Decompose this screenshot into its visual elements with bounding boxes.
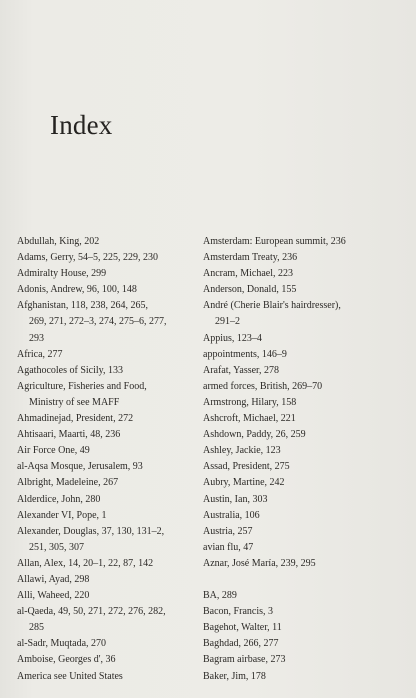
index-entry	[203, 234, 403, 250]
index-entry-line: 285	[29, 622, 44, 634]
index-entry	[203, 411, 403, 427]
index-entry	[17, 266, 199, 282]
index-entry-line: Anderson, Donald, 155	[203, 284, 297, 296]
index-entry	[17, 298, 199, 346]
index-entry	[203, 508, 403, 524]
index-entry	[203, 379, 403, 395]
index-entry	[203, 459, 403, 475]
index-entry	[17, 443, 199, 459]
index-entry-line: Bagram airbase, 273	[203, 654, 286, 666]
index-entry-line: al-Sadr, Muqtada, 270	[17, 638, 107, 650]
index-entry-line: avian flu, 47	[203, 541, 254, 553]
index-entry-line: André (Cherie Blair's hairdresser),	[203, 300, 341, 312]
index-entry	[203, 443, 403, 459]
index-entry-line: Aubry, Martine, 242	[203, 477, 285, 489]
letter-section-gap	[203, 572, 403, 588]
index-entry-line: Afghanistan, 118, 238, 264, 265,	[17, 300, 149, 312]
index-entry-line: Alexander VI, Pope, 1	[17, 509, 107, 521]
index-entry	[203, 427, 403, 443]
index-entry-line: Allan, Alex, 14, 20–1, 22, 87, 142	[17, 557, 154, 569]
index-entry	[17, 524, 199, 556]
index-entry-line: Amboise, Georges d', 36	[17, 654, 116, 666]
index-entry-line: Austria, 257	[203, 525, 253, 537]
index-entry	[17, 652, 199, 668]
index-entry	[203, 524, 403, 540]
index-entry-line: Ahmadinejad, President, 272	[17, 413, 134, 425]
index-entry	[17, 459, 199, 475]
index-entry-line: appointments, 146–9	[203, 348, 287, 360]
page-title: Index	[50, 110, 113, 141]
index-entry-line: armed forces, British, 269–70	[203, 380, 323, 392]
index-entry-line: al-Qaeda, 49, 50, 271, 272, 276, 282,	[17, 606, 166, 618]
index-entry-line: Alexander, Douglas, 37, 130, 131–2,	[17, 525, 165, 537]
index-entry	[17, 411, 199, 427]
index-entry	[17, 492, 199, 508]
index-entry	[17, 556, 199, 572]
index-entry	[17, 363, 199, 379]
index-entry-line: 291–2	[215, 316, 240, 328]
index-entry-line: Adonis, Andrew, 96, 100, 148	[17, 284, 137, 296]
index-entry-line: Baker, Jim, 178	[203, 670, 266, 682]
index-entry-line: 293	[29, 332, 44, 344]
index-entry-line: Amsterdam Treaty, 236	[203, 252, 298, 264]
index-entry	[203, 250, 403, 266]
index-entry-line: al-Aqsa Mosque, Jerusalem, 93	[17, 461, 143, 473]
index-entry	[17, 379, 199, 411]
index-entry	[203, 298, 403, 330]
index-entry-line: Agriculture, Fisheries and Food,	[17, 380, 147, 392]
index-entry	[203, 540, 403, 556]
index-entry	[203, 556, 403, 572]
index-entry-line: Ministry of see MAFF	[29, 396, 120, 408]
index-entry	[203, 669, 403, 685]
index-entry-line: Australia, 106	[203, 509, 260, 521]
index-entry	[17, 636, 199, 652]
index-entry	[17, 347, 199, 363]
index-column-right	[203, 234, 403, 685]
index-entry-line: Aznar, José María, 239, 295	[203, 557, 316, 569]
index-entry-line: Ahtisaari, Maarti, 48, 236	[17, 429, 121, 441]
index-entry-line: 269, 271, 272–3, 274, 275–6, 277,	[29, 316, 167, 328]
index-entry-line: Agathocoles of Sicily, 133	[17, 364, 124, 376]
index-entry-line: Bagehot, Walter, 11	[203, 622, 282, 634]
index-entry	[203, 347, 403, 363]
index-entry-line: Albright, Madeleine, 267	[17, 477, 119, 489]
index-entry-line: Ashley, Jackie, 123	[203, 445, 281, 457]
index-entry	[203, 331, 403, 347]
index-entry	[203, 282, 403, 298]
index-entry-line: America see United States	[17, 670, 123, 682]
index-entry	[203, 620, 403, 636]
index-entry-line: Austin, Ian, 303	[203, 493, 268, 505]
index-entry-line: Amsterdam: European summit, 236	[203, 236, 346, 247]
index-entry	[17, 588, 199, 604]
index-entry-line: Ashdown, Paddy, 26, 259	[203, 429, 306, 441]
index-entry	[17, 604, 199, 636]
index-entry-line: 251, 305, 307	[29, 541, 84, 553]
index-entry-line: Abdullah, King, 202	[17, 236, 100, 247]
index-entry-line: Assad, President, 275	[203, 461, 290, 473]
index-entry	[203, 588, 403, 604]
index-entry-line: Bacon, Francis, 3	[203, 606, 273, 618]
index-entry	[203, 636, 403, 652]
index-entry	[17, 508, 199, 524]
index-entry	[203, 395, 403, 411]
index-entry	[17, 282, 199, 298]
index-entry-line: Alderdice, John, 280	[17, 493, 101, 505]
index-entry-line: Allawi, Ayad, 298	[17, 573, 90, 585]
index-entry	[203, 266, 403, 282]
index-entry	[203, 475, 403, 491]
index-entry-line: Arafat, Yasser, 278	[203, 364, 279, 376]
index-entry-line: Armstrong, Hilary, 158	[203, 396, 297, 408]
index-entry-line: Admiralty House, 299	[17, 268, 107, 280]
index-entry-line: Ashcroft, Michael, 221	[203, 413, 296, 425]
index-entry-line: BA, 289	[203, 590, 237, 602]
index-entry	[17, 572, 199, 588]
index-entry	[17, 427, 199, 443]
index-entry	[203, 363, 403, 379]
index-entry	[17, 475, 199, 491]
index-entry-line: Baghdad, 266, 277	[203, 638, 279, 650]
index-entry	[17, 669, 199, 685]
index-entry	[203, 652, 403, 668]
index-column-left	[17, 234, 199, 685]
index-entry-line: Appius, 123–4	[203, 332, 262, 344]
index-entry	[17, 234, 199, 250]
index-entry	[203, 604, 403, 620]
index-entry-line: Alli, Waheed, 220	[17, 590, 90, 602]
index-entry-line: Africa, 277	[17, 348, 63, 360]
index-entry-line: Adams, Gerry, 54–5, 225, 229, 230	[17, 252, 159, 264]
index-entry	[203, 492, 403, 508]
index-entry-line: Ancram, Michael, 223	[203, 268, 293, 280]
index-entry	[17, 250, 199, 266]
index-entry-line: Air Force One, 49	[17, 445, 90, 457]
